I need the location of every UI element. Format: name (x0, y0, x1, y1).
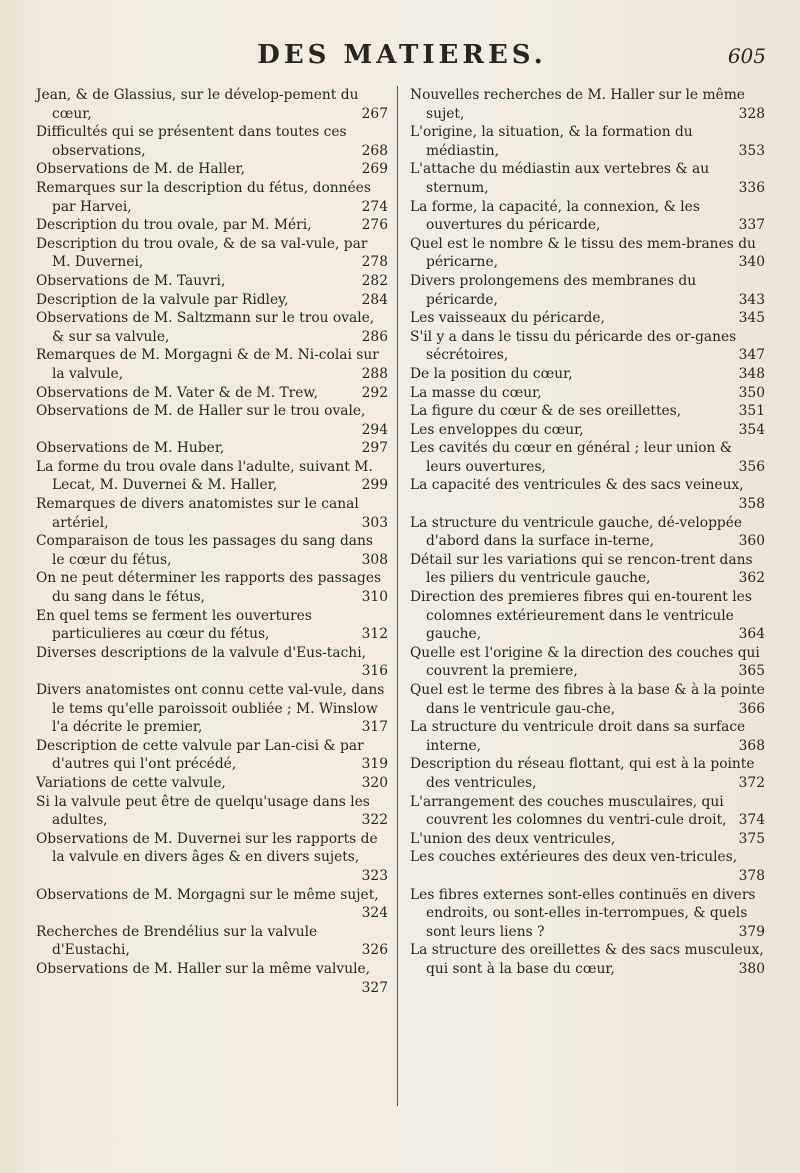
index-entry (36, 960, 388, 997)
entry-text: Observations de M. Tauvri, (36, 272, 226, 289)
entry-page-ref: 353 (738, 142, 765, 159)
entry-page-ref: 375 (738, 830, 765, 847)
index-entry (410, 830, 765, 849)
entry-text: Nouvelles recherches de M. Haller sur le même sujet, (410, 87, 745, 122)
entry-text: En quel tems se ferment les ouvertures particulieres au cœur du fétus, (36, 607, 312, 643)
entry-text: Observations de M. Morgagni sur le même sujet, (36, 886, 379, 903)
entry-page-ref: 319 (361, 756, 388, 773)
index-entry (36, 793, 388, 830)
entry-text: L'origine, la situation, & la formation du médiastin, (410, 124, 693, 159)
entry-text: La structure des oreillettes & des sacs musculeux, qui sont à la base du cœur, (410, 942, 764, 977)
entry-page-ref: 297 (361, 440, 388, 457)
entry-page-ref: 292 (361, 384, 388, 401)
entry-text: Les enveloppes du cœur, (410, 421, 584, 438)
index-entry (410, 644, 765, 681)
entry-page-ref: 350 (738, 384, 765, 401)
index-entry (410, 365, 765, 384)
entry-text: Observations de M. Vater & de M. Trew, (36, 384, 318, 401)
index-entry (36, 160, 388, 179)
entry-text: Remarques sur la description du fétus, données par Harvei, (36, 179, 371, 215)
entry-page-ref: 267 (361, 105, 388, 122)
entry-page-ref: 358 (738, 496, 765, 513)
entry-page-ref: 356 (738, 458, 765, 475)
entry-text: De la position du cœur, (410, 365, 573, 382)
index-entry (410, 514, 765, 551)
index-entry (36, 495, 388, 532)
entry-page-ref: 308 (361, 551, 388, 568)
entry-text: Recherches de Brendélius sur la valvule d'Eustachi, (36, 923, 318, 959)
entry-page-ref: 354 (738, 421, 765, 438)
index-entry (36, 681, 388, 737)
entry-text: Variations de cette valvule, (36, 774, 226, 791)
index-entry (36, 346, 388, 383)
entry-page-ref: 372 (738, 774, 765, 791)
entry-page-ref: 286 (361, 328, 388, 345)
entry-page-ref: 345 (738, 310, 765, 327)
entry-text: Observations de M. de Haller sur le trou ovale, (36, 403, 366, 420)
index-entry (410, 551, 765, 588)
entry-text: S'il y a dans le tissu du péricarde des or-ganes sécrétoires, (410, 328, 737, 364)
index-entry (36, 216, 388, 235)
entry-page-ref: 374 (738, 812, 765, 829)
entry-text: Divers anatomistes ont connu cette val-vule, dans le tems qu'elle paroissoit oubliée ; M. Winslow l'a décrite le premier, (36, 682, 385, 736)
entry-text: Si la valvule peut être de quelqu'usage dans les adultes, (36, 793, 370, 829)
index-entry (410, 402, 765, 421)
entry-page-ref: 379 (738, 923, 765, 940)
entry-page-ref: 274 (361, 198, 388, 215)
entry-page-ref: 351 (738, 403, 765, 420)
entry-page-ref: 368 (738, 737, 765, 754)
entry-text: La masse du cœur, (410, 384, 542, 401)
entry-page-ref: 347 (738, 347, 765, 364)
entry-text: Description du trou ovale, & de sa val-vule, par M. Duvernei, (36, 235, 368, 271)
index-entry (36, 439, 388, 458)
entry-page-ref: 322 (361, 812, 388, 829)
index-entry (36, 886, 388, 923)
entry-text: Description du réseau flottant, qui est à la pointe des ventricules, (410, 756, 755, 791)
index-entry (410, 793, 765, 830)
entry-page-ref: 360 (738, 533, 765, 550)
entry-page-ref: 323 (361, 867, 388, 884)
entry-page-ref: 337 (738, 217, 765, 234)
entry-page-ref: 312 (361, 626, 388, 643)
index-entry (410, 421, 765, 440)
entry-page-ref: 303 (361, 514, 388, 531)
entry-page-ref: 299 (361, 477, 388, 494)
index-entry (410, 272, 765, 309)
entry-page-ref: 320 (361, 774, 388, 791)
entry-text: Les vaisseaux du péricarde, (410, 310, 605, 327)
entry-page-ref: 327 (361, 979, 388, 996)
entry-page-ref: 310 (361, 589, 388, 606)
entry-page-ref: 316 (361, 663, 388, 680)
entry-text: Les fibres externes sont-elles continuës en divers endroits, ou sont-elles in-terrompues, & quels sont leurs liens ? (410, 886, 756, 940)
entry-text: Divers prolongemens des membranes du péricarde, (410, 272, 697, 308)
index-entry (36, 774, 388, 793)
index-entry (36, 532, 388, 569)
entry-page-ref: 336 (738, 179, 765, 196)
index-entry (410, 235, 765, 272)
entry-text: Description de la valvule par Ridley, (36, 291, 289, 308)
index-entry (410, 941, 765, 978)
entry-text: Détail sur les variations qui se rencon-trent dans les piliers du ventricule gauche, (410, 551, 753, 587)
entry-text: Quel est le terme des fibres à la base & à la pointe dans le ventricule gau-che, (410, 682, 765, 717)
entry-text: La forme du trou ovale dans l'adulte, suivant M. Lecat, M. Duvernei & M. Haller, (36, 458, 373, 494)
entry-text: L'arrangement des couches musculaires, qui couvrent les colomnes du ventri-cule droit, (410, 793, 727, 829)
entry-text: Jean, & de Glassius, sur le dévelop-pement du cœur, (36, 87, 359, 122)
entry-text: Direction des premieres fibres qui en-tourent les colomnes extérieurement dans le ventricule gauche, (410, 589, 752, 643)
entry-page-ref: 278 (361, 254, 388, 271)
right-column (410, 86, 765, 979)
entry-page-ref: 366 (738, 700, 765, 717)
index-entry (36, 235, 388, 272)
entry-text: Observations de M. Huber, (36, 440, 225, 457)
entry-text: Description du trou ovale, par M. Méri, (36, 217, 312, 234)
page-header (32, 40, 772, 80)
entry-text: Observations de M. Saltzmann sur le trou ovale, & sur sa valvule, (36, 310, 375, 345)
entry-page-ref: 326 (361, 942, 388, 959)
entry-text: Comparaison de tous les passages du sang dans le cœur du fétus, (36, 533, 373, 568)
index-entry (36, 384, 388, 403)
entry-text: Observations de M. Duvernei sur les rapports de la valvule en divers âges & en divers sujets, (36, 830, 378, 866)
index-entry (410, 848, 765, 885)
index-entry (410, 123, 765, 160)
index-entry (36, 830, 388, 886)
index-entry (410, 384, 765, 403)
entry-text: Description de cette valvule par Lan-cisi & par d'autres qui l'ont précédé, (36, 737, 364, 773)
index-entry (36, 309, 388, 346)
index-entry (410, 718, 765, 755)
index-entry (410, 755, 765, 792)
entry-page-ref: 268 (361, 142, 388, 159)
entry-text: L'attache du médiastin aux vertebres & au sternum, (410, 161, 710, 196)
index-entry (410, 309, 765, 328)
entry-page-ref: 380 (738, 960, 765, 977)
entry-text: La structure du ventricule droit dans sa surface interne, (410, 719, 746, 754)
entry-text: On ne peut déterminer les rapports des passages du sang dans le fétus, (36, 570, 382, 606)
entry-text: Observations de M. Haller sur la même valvule, (36, 960, 371, 977)
index-entry (36, 923, 388, 960)
index-entry (410, 86, 765, 123)
index-entry (36, 291, 388, 310)
index-entry (410, 160, 765, 197)
index-entry (410, 886, 765, 942)
index-entry (36, 569, 388, 606)
running-title: DES MATIERES. (257, 40, 547, 70)
entry-page-ref: 294 (361, 421, 388, 438)
entry-page-ref: 288 (361, 365, 388, 382)
entry-page-ref: 282 (361, 272, 388, 289)
left-column (36, 86, 388, 997)
entry-page-ref: 328 (738, 105, 765, 122)
index-entry (410, 588, 765, 644)
index-entry (410, 476, 765, 513)
entry-page-ref: 269 (361, 161, 388, 178)
entry-text: La forme, la capacité, la connexion, & les ouvertures du péricarde, (410, 198, 700, 234)
entry-page-ref: 378 (738, 867, 765, 884)
entry-page-ref: 362 (738, 570, 765, 587)
entry-page-ref: 365 (738, 663, 765, 680)
index-entry (36, 458, 388, 495)
index-entry (36, 86, 388, 123)
entry-text: Remarques de M. Morgagni & de M. Ni-colai sur la valvule, (36, 347, 379, 382)
entry-text: Quelle est l'origine & la direction des couches qui couvrent la premiere, (410, 644, 760, 680)
index-entry (36, 644, 388, 681)
entry-text: La structure du ventricule gauche, dé-veloppée d'abord dans la surface in-terne, (410, 514, 743, 550)
page-number: 605 (727, 44, 766, 68)
entry-text: Les couches extérieures des deux ven-tricules, (410, 849, 738, 866)
entry-text: La capacité des ventricules & des sacs veineux, (410, 477, 744, 494)
index-entry (36, 123, 388, 160)
index-entry (36, 607, 388, 644)
entry-page-ref: 324 (361, 905, 388, 922)
entry-page-ref: 276 (361, 217, 388, 234)
entry-page-ref: 284 (361, 291, 388, 308)
entry-page-ref: 317 (361, 719, 388, 736)
entry-text: Observations de M. de Haller, (36, 161, 245, 178)
entry-text: Remarques de divers anatomistes sur le canal artériel, (36, 496, 359, 531)
entry-page-ref: 340 (738, 254, 765, 271)
entry-page-ref: 343 (738, 291, 765, 308)
index-entry (36, 402, 388, 439)
entry-text: L'union des deux ventricules, (410, 830, 616, 847)
index-entry (36, 737, 388, 774)
entry-text: Diverses descriptions de la valvule d'Eus-tachi, (36, 644, 366, 661)
entry-page-ref: 364 (738, 626, 765, 643)
entry-text: Quel est le nombre & le tissu des mem-branes du péricarne, (410, 235, 756, 271)
index-entry (410, 328, 765, 365)
index-entry (36, 272, 388, 291)
index-entry (410, 198, 765, 235)
column-divider (397, 86, 398, 1106)
index-entry (410, 681, 765, 718)
entry-text: La figure du cœur & de ses oreillettes, (410, 403, 682, 420)
entry-text: Les cavités du cœur en général ; leur union & leurs ouvertures, (410, 440, 733, 475)
index-entry (410, 439, 765, 476)
entry-page-ref: 348 (738, 365, 765, 382)
entry-text: Difficultés qui se présentent dans toutes ces observations, (36, 124, 347, 159)
index-entry (36, 179, 388, 216)
